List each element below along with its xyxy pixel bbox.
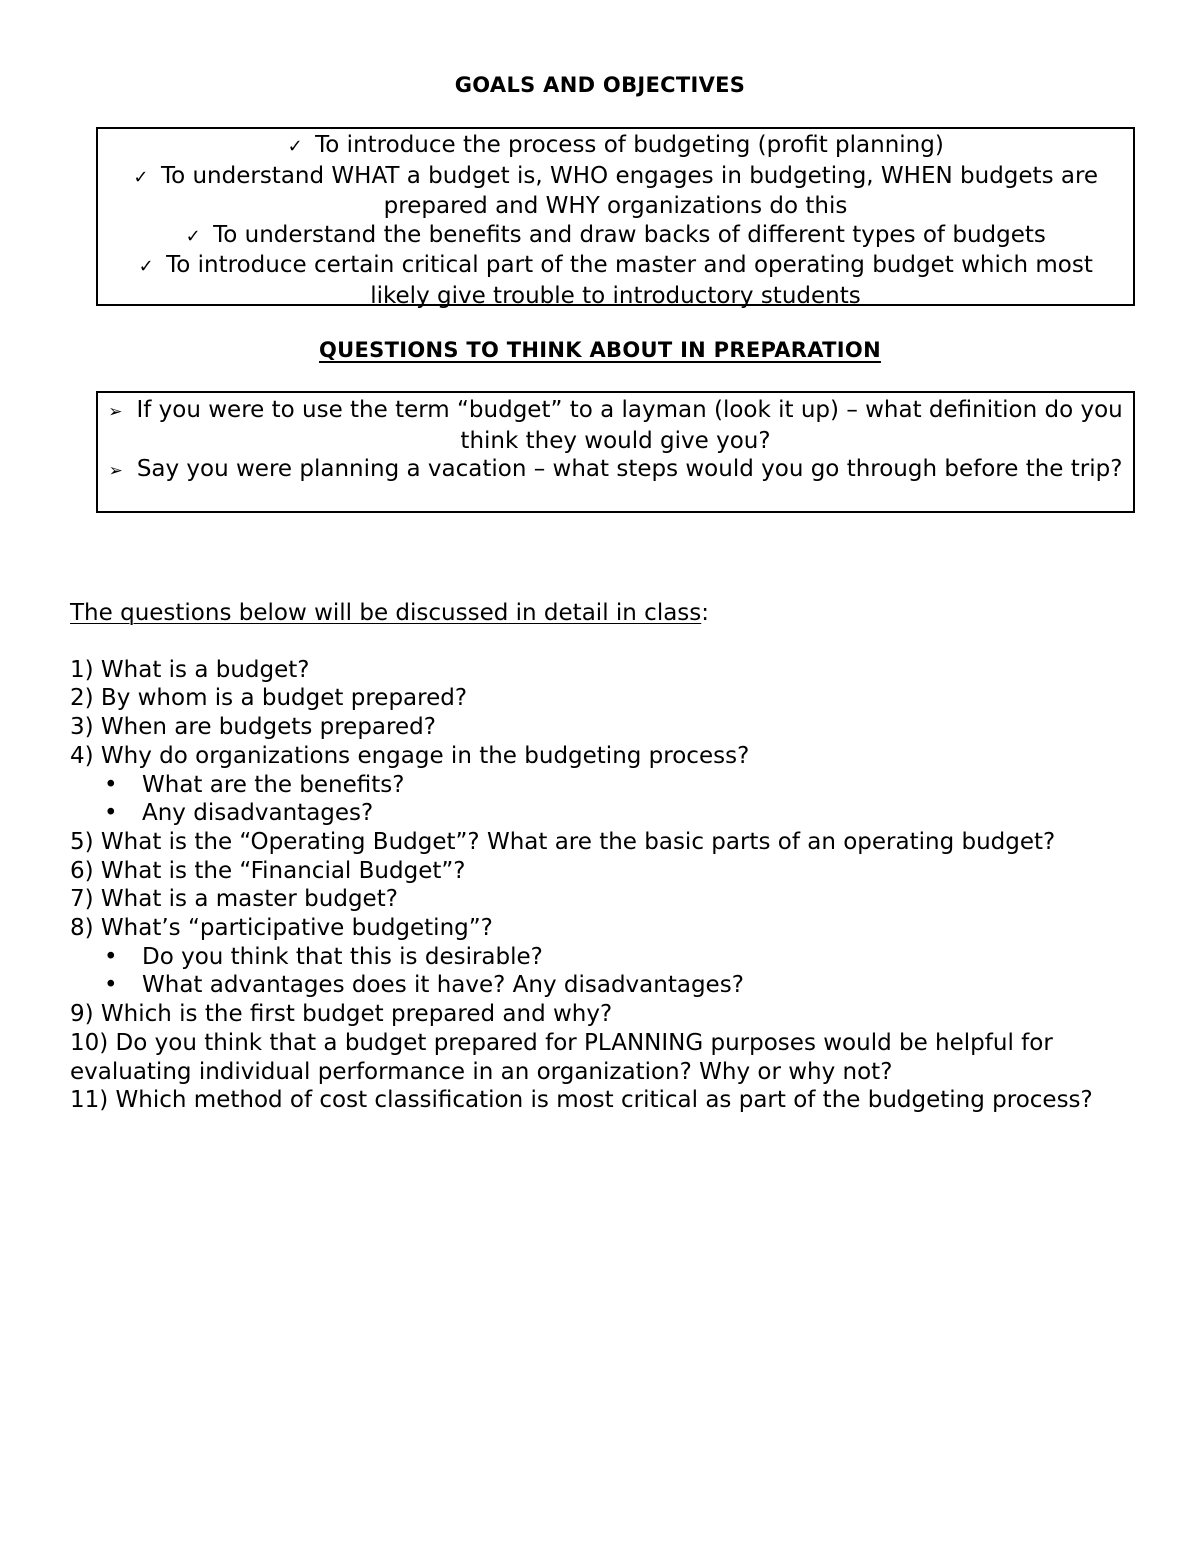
discussion-section [70, 599, 1150, 1115]
preparation-box [96, 391, 1135, 513]
question-5: 5) What is the “Operating Budget”? What are the basic parts of an operating budget? [70, 828, 1056, 855]
question-4: 4) Why do organizations engage in the budgeting process? [70, 742, 750, 769]
question-8-sub-item: • Do you think that this is desirable? [70, 943, 1150, 972]
check-icon: ✓ [185, 225, 201, 247]
goal-text: To understand WHAT a budget is, WHO engages in budgeting, WHEN budgets are prepared and WHY organizations do this [160, 162, 1099, 219]
discussion-intro-colon: : [701, 600, 710, 626]
preparation-item [108, 455, 1123, 486]
goal-item [108, 162, 1123, 221]
question-4-sub-item: • Any disadvantages? [70, 799, 1150, 828]
preparation-text: Say you were planning a vacation – what steps would you go through before the trip? [136, 456, 1123, 482]
discussion-intro-text: The questions below will be discussed in detail in class [70, 600, 702, 626]
question-3: 3) When are budgets prepared? [70, 714, 436, 741]
question-7: 7) What is a master budget? [70, 886, 398, 913]
check-icon: ✓ [138, 256, 154, 277]
question-8-sub-item: • What advantages does it have? Any disadvantages? [70, 971, 1150, 1000]
arrow-bullet-icon: ➢ [108, 461, 123, 481]
goal-text: To introduce certain critical part of the master and operating budget which most likely give trouble to introductory students [166, 252, 1093, 309]
goal-text: To understand the benefits and draw backs of different types of budgets [213, 221, 1046, 248]
goal-item [108, 221, 1123, 252]
question-9: 9) Which is the first budget prepared and why? [70, 1001, 613, 1028]
question-11: 11) Which method of cost classification is most critical as part of the budgeting process? [70, 1087, 1093, 1114]
check-icon: ✓ [133, 166, 149, 188]
arrow-bullet-icon: ➢ [108, 402, 123, 422]
preparation-item [108, 396, 1123, 455]
goal-item [108, 131, 1123, 162]
discussion-intro [70, 599, 1150, 628]
question-2: 2) By whom is a budget prepared? [70, 685, 468, 712]
goal-text: To introduce the process of budgeting (profit planning) [315, 132, 944, 158]
question-10: 10) Do you think that a budget prepared for PLANNING purposes would be helpful for evaluating individual performance in an organization? Why or why not? [70, 1029, 1053, 1085]
preparation-text: If you were to use the term “budget” to a layman (look it up) – what definition do you think they would give you? [136, 397, 1123, 454]
goals-heading: GOALS AND OBJECTIVES [454, 73, 746, 97]
goal-item [108, 251, 1123, 310]
question-1: 1) What is a budget? [70, 656, 310, 683]
preparation-heading: QUESTIONS TO THINK ABOUT IN PREPARATION [319, 338, 881, 362]
question-6: 6) What is the “Financial Budget”? [70, 857, 466, 884]
question-8: 8) What’s “participative budgeting”? [70, 915, 493, 942]
check-icon: ✓ [287, 136, 303, 157]
goals-box [96, 127, 1135, 309]
question-4-sub-item: • What are the benefits? [70, 771, 1150, 800]
